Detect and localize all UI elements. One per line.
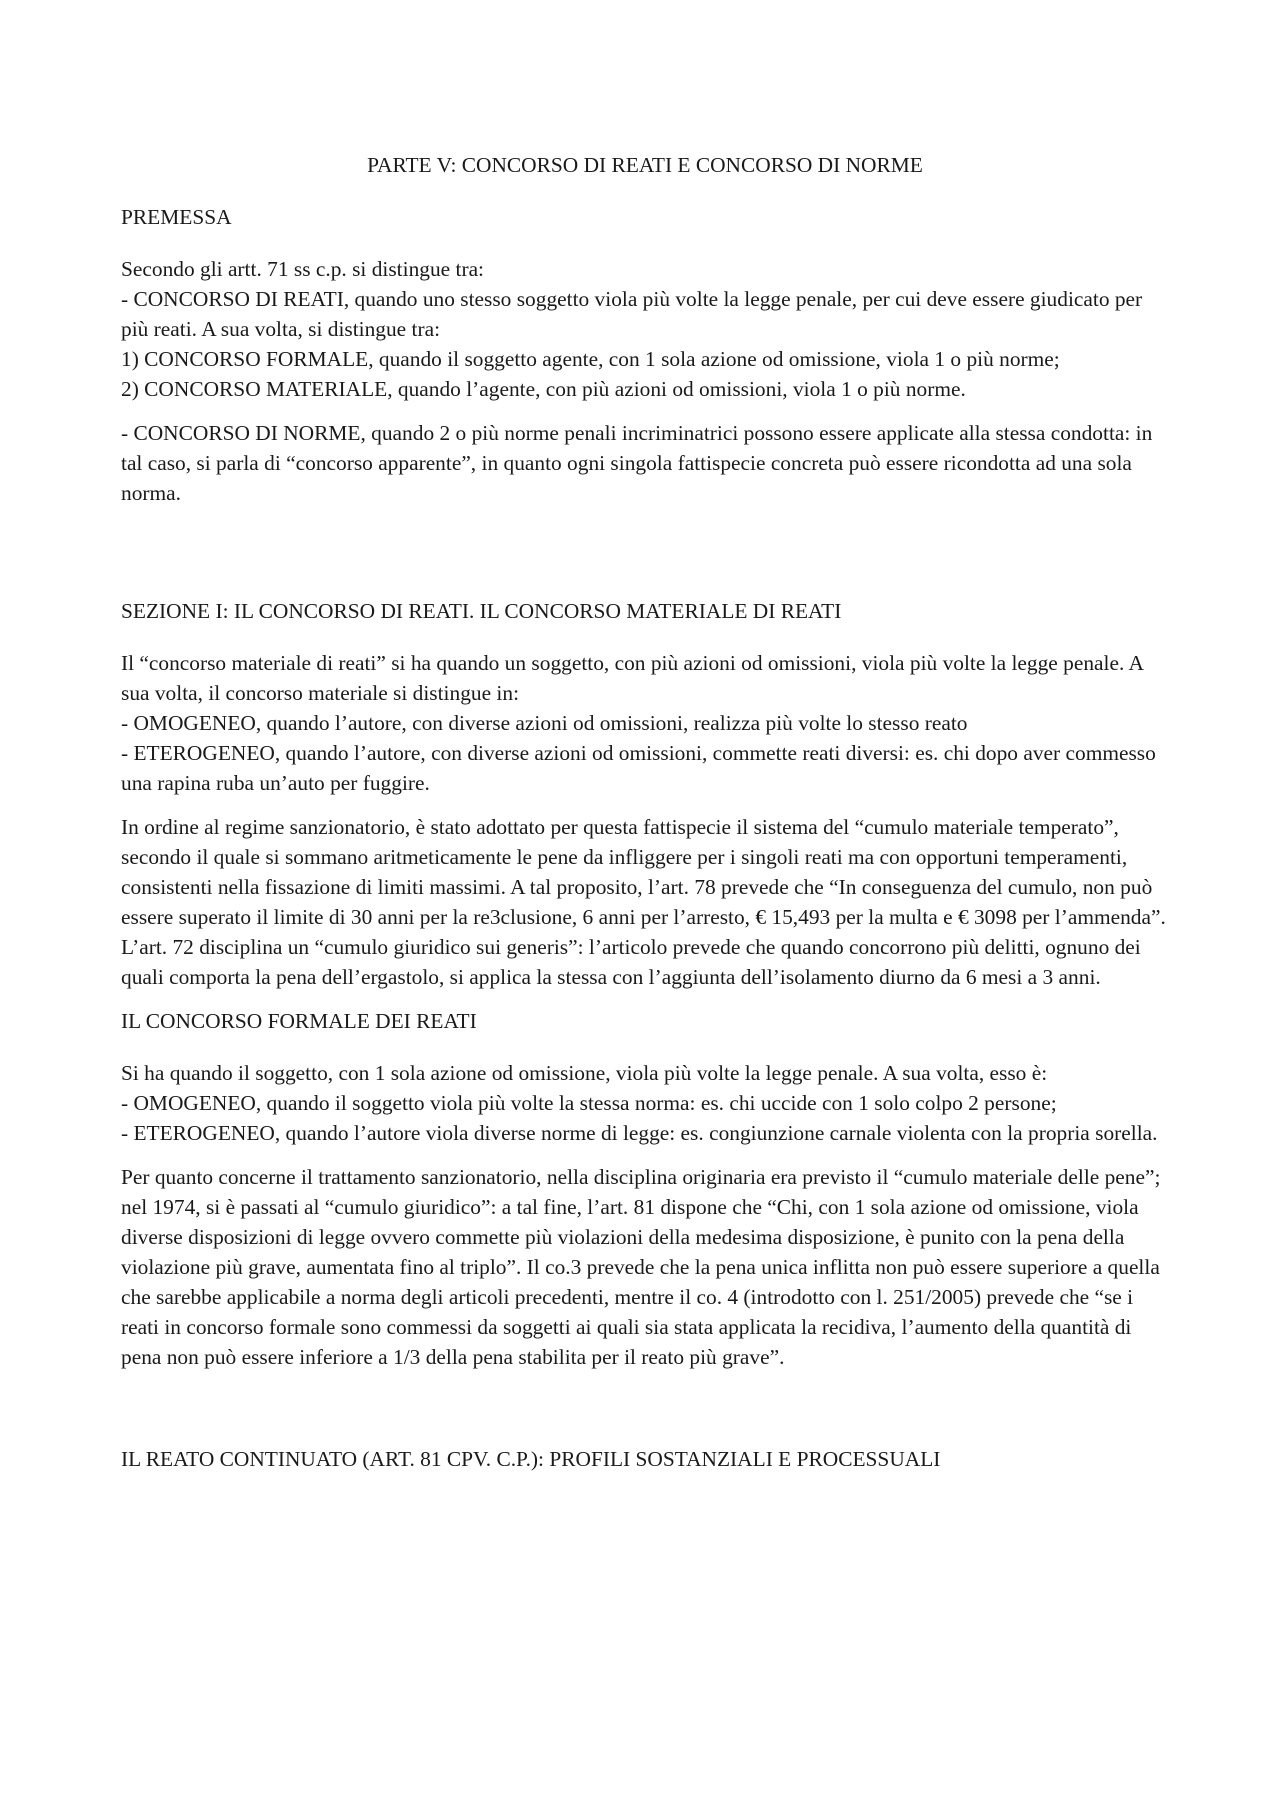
document-title: PARTE V: CONCORSO DI REATI E CONCORSO DI NORME	[367, 153, 923, 177]
text-line: - OMOGENEO, quando il soggetto viola più volte la stessa norma: es. chi uccide con 1 solo colpo 2 persone;	[121, 1091, 1057, 1115]
heading-premessa: PREMESSA	[121, 205, 232, 229]
paragraph-trattamento-sanzionatorio: Per quanto concerne il trattamento sanzionatorio, nella disciplina originaria era previsto il “cumulo materiale delle pene”; nel 1974, si è passati al “cumulo giuridico”: a tal fine, l’art. 81 dispone che “Chi, con 1 sola azione od omissione, viola diverse disposizioni di legge ovvero commette più violazioni della medesima disposizione, è punito con la pena della violazione più grave, aumentata fino al triplo”. Il co.3 prevede che la pena unica inflitta non può essere superiore a quella che sarebbe applicabile a norma degli articoli precedenti, mentre il co. 4 (introdotto con l. 251/2005) prevede che “se i reati in concorso formale sono commessi da soggetti ai quali sia stata applicata la recidiva, l’aumento della quantità di pena non può essere inferiore a 1/3 della pena stabilita per il reato più grave”.	[121, 1165, 1161, 1369]
text-line: 1) CONCORSO FORMALE, quando il soggetto agente, con 1 sola azione od omissione, viola 1 o più norme;	[121, 347, 1060, 371]
spacer	[121, 1386, 1169, 1444]
text-line: Secondo gli artt. 71 ss c.p. si distingue tra:	[121, 257, 485, 281]
text-line: - OMOGENEO, quando l’autore, con diverse azioni od omissioni, realizza più volte lo stesso reato	[121, 711, 968, 735]
heading-sezione-1: SEZIONE I: IL CONCORSO DI REATI. IL CONCORSO MATERIALE DI REATI	[121, 599, 842, 623]
text-line: - ETEROGENEO, quando l’autore, con diverse azioni od omissioni, commette reati diversi: es. chi dopo aver commesso una rapina ruba un’auto per fuggire.	[121, 741, 1156, 795]
text-line: - CONCORSO DI REATI, quando uno stesso soggetto viola più volte la legge penale, per cui deve essere giudicato per più reati. A sua volta, si distingue tra:	[121, 287, 1143, 341]
paragraph-concorso-formale	[121, 1058, 1169, 1148]
text-line: 2) CONCORSO MATERIALE, quando l’agente, con più azioni od omissioni, viola 1 o più norme.	[121, 377, 966, 401]
text-line: Si ha quando il soggetto, con 1 sola azione od omissione, viola più volte la legge penale. A sua volta, esso è:	[121, 1061, 1048, 1085]
text-line: - ETEROGENEO, quando l’autore viola diverse norme di legge: es. congiunzione carnale violenta con la propria sorella.	[121, 1121, 1158, 1145]
paragraph-premessa-intro	[121, 254, 1169, 404]
paragraph-regime-sanzionatorio: In ordine al regime sanzionatorio, è stato adottato per questa fattispecie il sistema del “cumulo materiale temperato”, secondo il quale si sommano aritmeticamente le pene da infliggere per i singoli reati ma con opportuni temperamenti, consistenti nella fissazione di limiti massimi. A tal proposito, l’art. 78 prevede che “In conseguenza del cumulo, non può essere superato il limite di 30 anni per la re3clusione, 6 anni per l’arresto, € 15,493 per la multa e € 3098 per l’ammenda”. L’art. 72 disciplina un “cumulo giuridico sui generis”: l’articolo prevede che quando concorrono più delitti, ognuno dei quali comporta la pena dell’ergastolo, si applica la stessa con l’aggiunta dell’isolamento diurno da 6 mesi a 3 anni.	[121, 815, 1166, 989]
spacer	[121, 522, 1169, 596]
heading-reato-continuato: IL REATO CONTINUATO (ART. 81 CPV. C.P.): PROFILI SOSTANZIALI E PROCESSUALI	[121, 1447, 941, 1471]
heading-concorso-formale: IL CONCORSO FORMALE DEI REATI	[121, 1009, 477, 1033]
paragraph-concorso-norme: - CONCORSO DI NORME, quando 2 o più norme penali incriminatrici possono essere applicate alla stessa condotta: in tal caso, si parla di “concorso apparente”, in quanto ogni singola fattispecie concreta può essere ricondotta ad una sola norma.	[121, 421, 1153, 505]
paragraph-concorso-materiale	[121, 648, 1169, 798]
document-body	[121, 150, 1169, 1496]
text-line: Il “concorso materiale di reati” si ha quando un soggetto, con più azioni od omissioni, viola più volte la legge penale. A sua volta, il concorso materiale si distingue in:	[121, 651, 1143, 705]
